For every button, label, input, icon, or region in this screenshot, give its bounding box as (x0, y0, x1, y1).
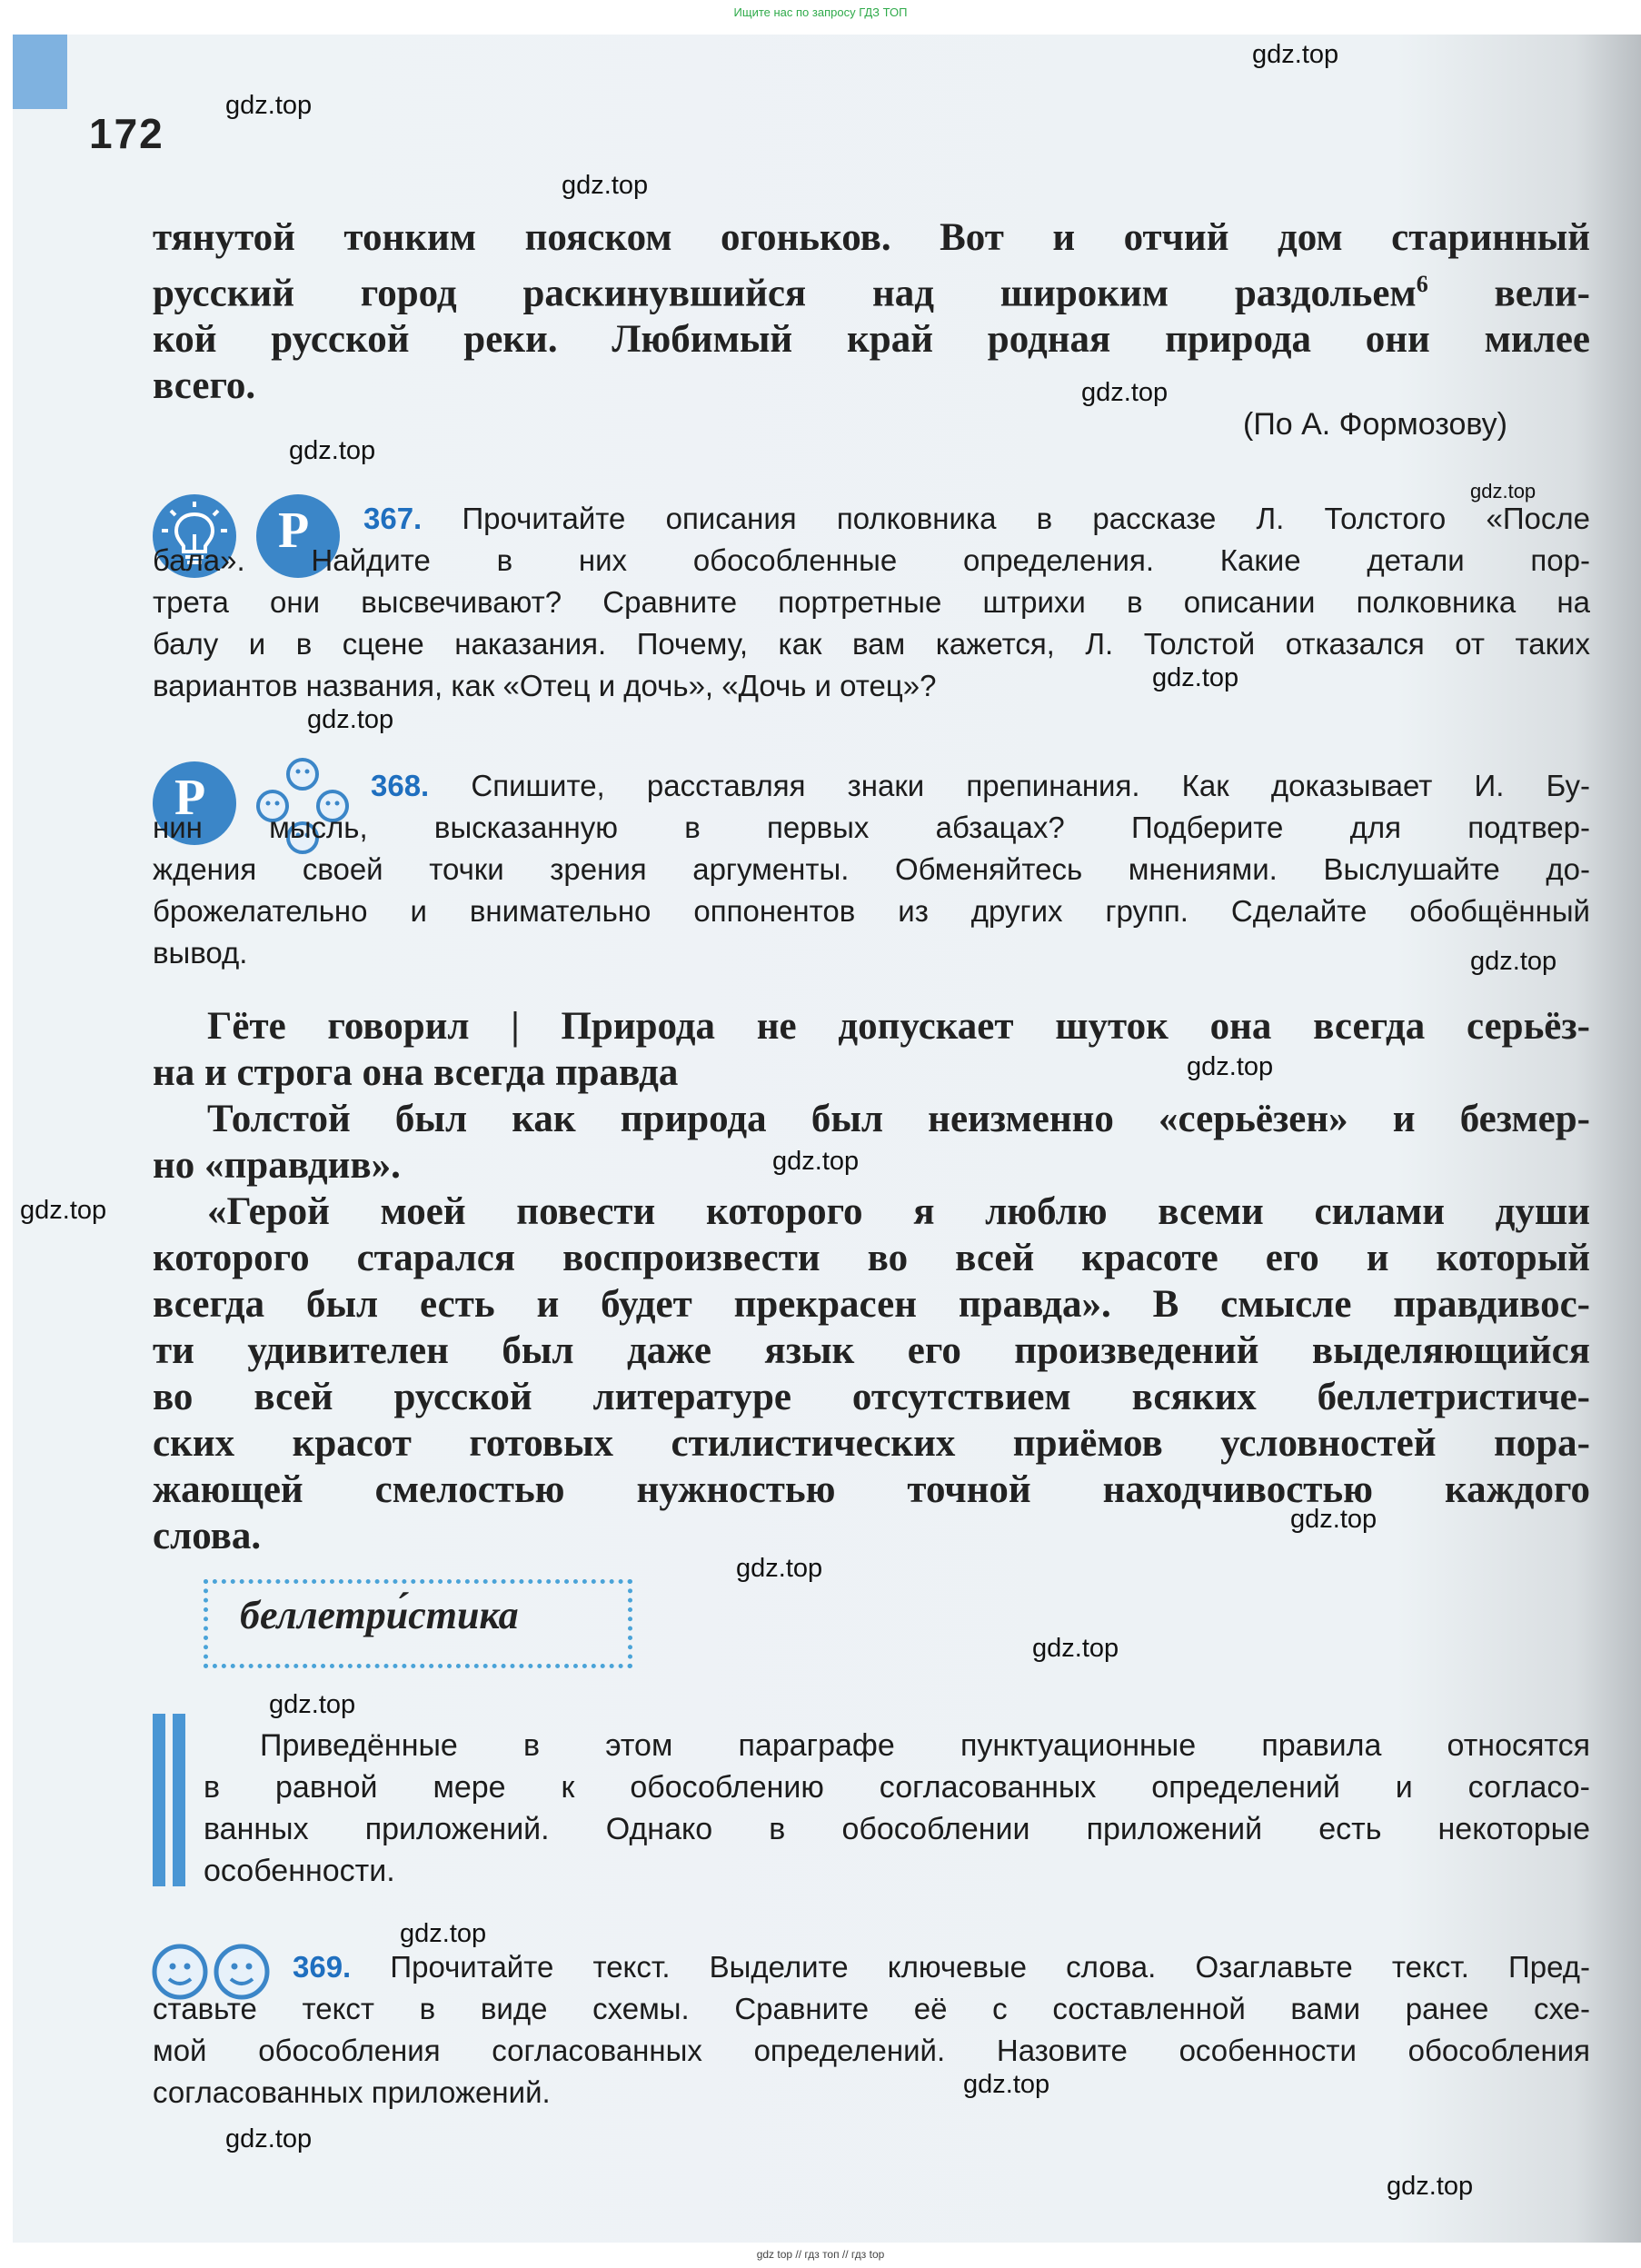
watermark: gdz.top (1470, 480, 1537, 502)
p-icon: P (153, 761, 236, 845)
watermark: gdz.top (400, 1919, 487, 1948)
text-line: но «правдив». (153, 1144, 401, 1187)
text-line: Гёте говорил | Природа не допускает шуток она всегда серьёз- (207, 1005, 1590, 1048)
p-icon: P (256, 494, 340, 578)
task-number: 369. (293, 1950, 352, 1984)
task-369 (153, 1946, 1590, 2114)
text-line: кой русской реки. Любимый край родная природа они милее (153, 318, 1590, 362)
task-367 (153, 498, 1590, 707)
task-368 (153, 765, 1590, 974)
rule-box-bar (153, 1714, 165, 1886)
page-corner-tab (13, 35, 67, 109)
text-line: вывод. (153, 936, 248, 970)
text-line: во всей русской литературе отсутствием всяких беллетристиче- (153, 1376, 1590, 1418)
rule-box (204, 1725, 1590, 1892)
text-line: бала». Найдите в них обособленные определения. Какие детали пор- (153, 543, 1590, 577)
text-line: вариантов названия, как «Отец и дочь», «Дочь и отец»? (153, 669, 937, 702)
text-line: русский город раскинувшийся над широким раздольем$^6$ вели- (153, 271, 1590, 315)
watermark: gdz.top (225, 2124, 313, 2154)
watermark: gdz.top (1290, 1505, 1377, 1534)
text-line: в равной мере к обособлению согласованных определений и согласо- (204, 1770, 1590, 1805)
watermark: gdz.top (1032, 1634, 1119, 1663)
text-line: ставьте текст в виде схемы. Сравните её с составленной вами ранее схе- (153, 1992, 1590, 2025)
text-line: особенности. (204, 1854, 395, 1888)
attribution: (По А. Формозову) (1243, 407, 1508, 442)
task-number: 368. (371, 769, 430, 802)
exercise-text (153, 1003, 1590, 1559)
text-line: брожелательно и внимательно оппонентов из других групп. Сделайте обобщённый (153, 894, 1590, 928)
footnote-mark: 6 (1416, 271, 1428, 297)
bottom-note: gdz top // гдз топ // гдз top (756, 2248, 885, 2261)
text-line: трета они высвечивают? Сравните портретные штрихи в описании полковника на (153, 585, 1590, 619)
text-line: ванных приложений. Однако в обособлении приложений есть некоторые (204, 1812, 1590, 1846)
text-line: слова. (153, 1515, 262, 1557)
text-line: которого старался воспроизвести во всей красоте его и который (153, 1237, 1590, 1279)
text-line: Прочитайте текст. Выделите ключевые слова. Озаглавьте текст. Пред- (390, 1950, 1590, 1984)
watermark: gdz.top (963, 2070, 1050, 2099)
text-line: ждения своей точки зрения аргументы. Обменяйтесь мнениями. Выслушайте до- (153, 852, 1590, 886)
watermark: gdz.top (1187, 1052, 1274, 1081)
text-line: балу и в сцене наказания. Почему, как вам кажется, Л. Толстой отказался от таких (153, 627, 1590, 661)
text-line: согласованных приложений. (153, 2075, 551, 2109)
watermark: gdz.top (1387, 2172, 1474, 2201)
text-line: Прочитайте описания полковника в рассказе Л. Толстого «После (462, 502, 1590, 535)
watermark: gdz.top (736, 1554, 823, 1583)
watermark: gdz.top (1252, 40, 1339, 69)
top-search-note[interactable]: Ищите нас по запросу ГДЗ ТОП (733, 5, 908, 19)
text-line: жающей смелостью нужностью точной находчивостью каждого (153, 1468, 1590, 1511)
text-line: на и строга она всегда правда (153, 1051, 679, 1094)
page-number: 172 (89, 110, 164, 157)
text-line: мой обособления согласованных определений. Назовите особенности обособления (153, 2034, 1590, 2067)
text-paragraph-1 (153, 214, 1590, 409)
text-line: ти удивителен был даже язык его произведений выделяющийся (153, 1329, 1590, 1372)
text-line: Спишите, расставляя знаки препинания. Как доказывает И. Бу- (471, 769, 1590, 802)
text-line: всегда был есть и будет прекрасен правда». В смысле правдивос- (153, 1283, 1590, 1326)
watermark: gdz.top (307, 705, 394, 734)
watermark: gdz.top (269, 1690, 356, 1719)
text-line: тянутой тонким пояском огоньков. Вот и отчий дом старинный (153, 216, 1590, 259)
text-line: Приведённые в этом параграфе пунктуационные правила относятся (260, 1728, 1590, 1763)
task-number: 367. (363, 502, 423, 535)
rule-box-bar (173, 1714, 185, 1886)
watermark: gdz.top (562, 171, 649, 200)
text-line: «Герой моей повести которого я люблю всеми силами души (207, 1190, 1590, 1233)
watermark: gdz.top (20, 1196, 107, 1225)
watermark: gdz.top (289, 436, 376, 465)
text-line: ских красот готовых стилистических приёмов условностей пора- (153, 1422, 1590, 1465)
watermark: gdz.top (772, 1147, 860, 1176)
text-line: всего. (153, 364, 256, 408)
text-line: Толстой был как природа был неизменно «серьёзен» и безмер- (207, 1098, 1590, 1140)
watermark: gdz.top (1152, 663, 1239, 692)
watermark: gdz.top (1081, 378, 1169, 407)
text-line: нин мысль, высказанную в первых абзацах? Подберите для подтвер- (153, 811, 1590, 844)
watermark: gdz.top (1470, 947, 1557, 976)
vocabulary-word: беллетри́стика (240, 1593, 519, 1637)
watermark: gdz.top (225, 91, 313, 120)
